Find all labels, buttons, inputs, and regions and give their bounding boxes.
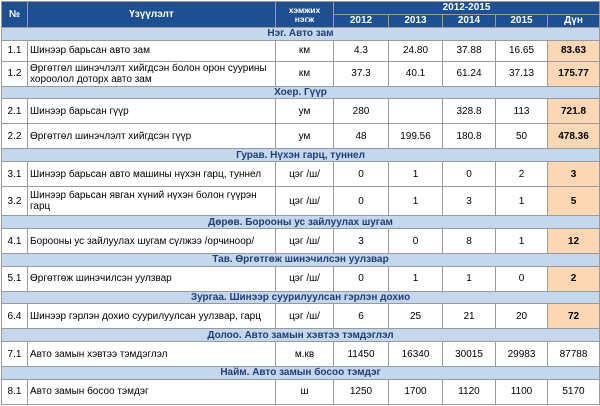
row-number: 2.2 — [2, 124, 28, 149]
row-total: 12 — [548, 228, 600, 253]
row-year-value: 1 — [443, 266, 496, 291]
row-year-value: 1 — [389, 187, 443, 216]
header-indicator: Үзүүлэлт — [28, 2, 276, 28]
table-row — [2, 228, 600, 253]
row-year-value: 48 — [334, 124, 389, 149]
row-year-value: 2 — [496, 162, 548, 187]
row-year-value: 113 — [496, 99, 548, 124]
row-number: 6.4 — [2, 304, 28, 329]
header-no: № — [2, 2, 28, 28]
row-number: 3.2 — [2, 187, 28, 216]
row-indicator: Шинээр барьсан гүүр — [28, 99, 276, 124]
row-unit: цэг /ш/ — [276, 228, 334, 253]
row-year-value: 24.80 — [389, 40, 443, 61]
row-number: 5.1 — [2, 266, 28, 291]
row-unit: ум — [276, 124, 334, 149]
row-total: 5170 — [548, 379, 600, 404]
row-year-value: 61.24 — [443, 61, 496, 86]
row-unit: цэг /ш/ — [276, 266, 334, 291]
row-year-value: 1 — [389, 266, 443, 291]
row-year-value: 3 — [443, 187, 496, 216]
row-number: 3.1 — [2, 162, 28, 187]
row-year-value: 280 — [334, 99, 389, 124]
header-year: 2012 — [334, 14, 389, 28]
section-header-row — [2, 86, 600, 99]
row-year-value: 0 — [443, 162, 496, 187]
table-row — [2, 162, 600, 187]
row-indicator: Шинээр барьсан явган хүний нүхэн болон гүүрэн гарц — [28, 187, 276, 216]
row-total: 5 — [548, 187, 600, 216]
table-row — [2, 187, 600, 216]
row-total: 72 — [548, 304, 600, 329]
row-total: 3 — [548, 162, 600, 187]
row-year-value: 0 — [389, 228, 443, 253]
row-year-value: 37.13 — [496, 61, 548, 86]
row-total: 2 — [548, 266, 600, 291]
row-year-value: 3 — [334, 228, 389, 253]
row-unit: ш — [276, 379, 334, 404]
row-indicator: Өргөтгөж шинэчилсэн уулзвар — [28, 266, 276, 291]
row-indicator: Шинээр барьсан авто машины нүхэн гарц, туннел — [28, 162, 276, 187]
header-year: 2015 — [496, 14, 548, 28]
row-indicator: Өргөтгөл шинэчлэлт хийгдсэн болон орон суурины хороолол доторх авто зам — [28, 61, 276, 86]
row-year-value: 50 — [496, 124, 548, 149]
row-unit: км — [276, 61, 334, 86]
row-year-value: 37.88 — [443, 40, 496, 61]
row-year-value: 1120 — [443, 379, 496, 404]
table-row — [2, 40, 600, 61]
section-title: Найм. Авто замын босоо тэмдэг — [2, 367, 600, 380]
row-year-value: 1 — [496, 187, 548, 216]
row-year-value: 30015 — [443, 341, 496, 366]
row-indicator: Борооны ус зайлуулах шугам сүлжээ /орчиноор/ — [28, 228, 276, 253]
row-unit: цэг /ш/ — [276, 162, 334, 187]
row-year-value: 199.56 — [389, 124, 443, 149]
table-row — [2, 304, 600, 329]
row-total: 721.8 — [548, 99, 600, 124]
row-total: 478.36 — [548, 124, 600, 149]
row-year-value: 328.8 — [443, 99, 496, 124]
section-header-row — [2, 291, 600, 304]
row-year-value: 180.8 — [443, 124, 496, 149]
header-year: 2014 — [443, 14, 496, 28]
header-year: 2013 — [389, 14, 443, 28]
row-year-value: 40.1 — [389, 61, 443, 86]
section-title: Нэг. Авто зам — [2, 28, 600, 41]
row-year-value: 20 — [496, 304, 548, 329]
table-row — [2, 99, 600, 124]
row-year-value: 0 — [496, 266, 548, 291]
row-indicator: Авто замын хэвтээ тэмдэглэл — [28, 341, 276, 366]
row-year-value: 16.65 — [496, 40, 548, 61]
row-year-value: 6 — [334, 304, 389, 329]
section-header-row — [2, 149, 600, 162]
row-year-value: 37.3 — [334, 61, 389, 86]
row-number: 7.1 — [2, 341, 28, 366]
row-year-value: 8 — [443, 228, 496, 253]
row-total: 83.63 — [548, 40, 600, 61]
row-unit: ум — [276, 99, 334, 124]
row-indicator: Шинээр барьсан авто зам — [28, 40, 276, 61]
row-year-value: 1 — [496, 228, 548, 253]
header-period: 2012-2015 — [334, 2, 600, 15]
table-row — [2, 61, 600, 86]
row-number: 2.1 — [2, 99, 28, 124]
row-year-value: 25 — [389, 304, 443, 329]
section-header-row — [2, 367, 600, 380]
row-unit: цэг /ш/ — [276, 187, 334, 216]
header-total: Дүн — [548, 14, 600, 28]
row-number: 1.1 — [2, 40, 28, 61]
table-row — [2, 266, 600, 291]
row-number: 4.1 — [2, 228, 28, 253]
section-title: Дөрөв. Борооны ус зайлуулах шугам — [2, 216, 600, 229]
row-year-value: 1250 — [334, 379, 389, 404]
row-year-value: 29983 — [496, 341, 548, 366]
row-indicator: Шинээр гэрлэн дохио суурилуулсан уулзвар, гарц — [28, 304, 276, 329]
section-title: Гурав. Нүхэн гарц, туннел — [2, 149, 600, 162]
table-row — [2, 379, 600, 404]
row-number: 1.2 — [2, 61, 28, 86]
row-year-value: 4.3 — [334, 40, 389, 61]
table-row — [2, 124, 600, 149]
row-year-value: 1100 — [496, 379, 548, 404]
section-header-row — [2, 329, 600, 342]
row-year-value: 0 — [334, 162, 389, 187]
row-year-value: 11450 — [334, 341, 389, 366]
row-number: 8.1 — [2, 379, 28, 404]
table-row — [2, 341, 600, 366]
row-year-value: 0 — [334, 187, 389, 216]
infrastructure-table — [1, 1, 600, 405]
section-header-row — [2, 216, 600, 229]
section-header-row — [2, 254, 600, 267]
row-unit: цэг /ш/ — [276, 304, 334, 329]
header-unit: хэмжих нэгж — [276, 2, 334, 28]
section-header-row — [2, 28, 600, 41]
row-year-value: 0 — [334, 266, 389, 291]
section-title: Тав. Өргөтгөж шинэчилсэн уулзвар — [2, 254, 600, 267]
row-total: 175.77 — [548, 61, 600, 86]
row-year-value: 16340 — [389, 341, 443, 366]
section-title: Долоо. Авто замын хэвтээ тэмдэглэл — [2, 329, 600, 342]
section-title: Зургаа. Шинээр суурилуулсан гэрлэн дохио — [2, 291, 600, 304]
row-unit: км — [276, 40, 334, 61]
row-year-value: 1 — [389, 162, 443, 187]
row-total: 87788 — [548, 341, 600, 366]
row-year-value: 1700 — [389, 379, 443, 404]
row-year-value: 21 — [443, 304, 496, 329]
section-title: Хоер. Гүүр — [2, 86, 600, 99]
row-unit: м.кв — [276, 341, 334, 366]
row-indicator: Авто замын босоо тэмдэг — [28, 379, 276, 404]
row-year-value — [389, 99, 443, 124]
row-indicator: Өргөтгөл шинэчлэлт хийгдсэн гүүр — [28, 124, 276, 149]
